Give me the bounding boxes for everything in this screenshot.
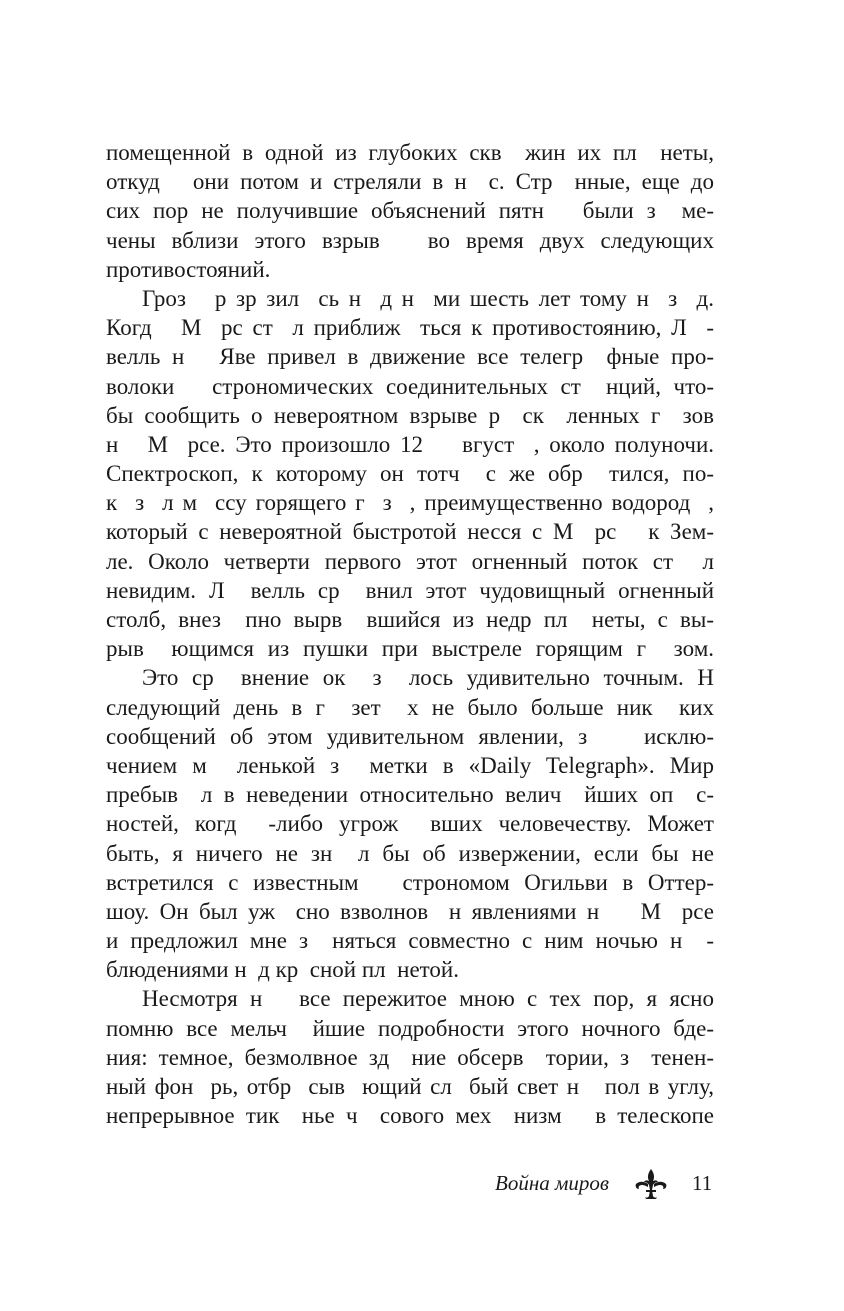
text-line: который с невероятной быстротой несся с М рс к Зем- bbox=[106, 519, 714, 545]
text-line: сообщений об этом удивительном явлении, з исклю- bbox=[106, 723, 714, 749]
text-line: рыв ющимся из пушки при выстреле горящим г зом. bbox=[106, 636, 714, 662]
text-line: чением м ленькой з метки в «Daily Telegraph». Мир bbox=[106, 752, 714, 778]
text-line: противостояний. bbox=[106, 256, 271, 282]
text-line: ный фон рь, отбр сыв ющий сл бый свет н пол в углу, bbox=[106, 1074, 714, 1099]
text-line: столб, внез пно вырв вшийся из недр пл неты, с вы- bbox=[106, 607, 714, 632]
text-line: волоки строномических соединительных ст нций, что- bbox=[106, 373, 714, 399]
text-line: помню все мельч йшие подробности этого ночного бде- bbox=[106, 1015, 714, 1041]
paragraph-3 bbox=[106, 663, 714, 984]
text-line: непрерывное тик нье ч сового мех низм в телескопе bbox=[106, 1103, 714, 1129]
text-line: чены вблизи этого взрыв во время двух следующих bbox=[106, 227, 714, 253]
text-line: н М рсе. Это произошло 12 вгуст , около полуночи. bbox=[106, 431, 714, 457]
text-line: ния: темное, безмолвное зд ние обсерв тории, з тенен- bbox=[106, 1044, 714, 1070]
paragraph-2 bbox=[106, 284, 714, 663]
text-line: Гроз р зр зил сь н д н ми шесть лет тому н з д. bbox=[142, 285, 714, 311]
text-line: невидим. Л велль ср внил этот чудовищный огненный bbox=[106, 577, 714, 603]
text-line: к з л м ссу горящего г з , преимущественно водород , bbox=[106, 490, 714, 516]
body-text bbox=[106, 138, 714, 1130]
page-footer bbox=[0, 1168, 844, 1204]
text-line: сих пор не получившие объяснений пятн были з ме- bbox=[106, 198, 714, 224]
paragraph-4 bbox=[106, 984, 714, 1130]
text-line: бы сообщить о невероятном взрыве р ск ленных г зов bbox=[106, 402, 714, 428]
page-number: 11 bbox=[692, 1171, 713, 1195]
text-line: ностей, когд -либо угрож вших человечеству. Может bbox=[106, 811, 714, 837]
text-line: быть, я ничего не зн л бы об извержении, если бы не bbox=[106, 840, 714, 866]
text-line: и предложил мне з няться совместно с ним ночью н - bbox=[106, 928, 714, 954]
text-line: откуд они потом и стреляли в н с. Стр нные, еще до bbox=[106, 169, 714, 195]
text-line: пребыв л в неведении относительно велич йших оп с- bbox=[106, 782, 714, 808]
text-line: следующий день в г зет х не было больше ник ких bbox=[106, 694, 714, 720]
text-line: шоу. Он был уж сно взволнов н явлениями н М рсе bbox=[106, 898, 714, 924]
text-line: встретился с известным строномом Огильви в Оттер- bbox=[106, 869, 714, 895]
fleur-de-lis-icon bbox=[633, 1168, 669, 1200]
paragraph-1 bbox=[106, 138, 714, 284]
text-line: Спектроскоп, к которому он тотч с же обр тился, по- bbox=[106, 461, 714, 487]
text-line: помещенной в одной из глубоких скв жин их пл неты, bbox=[106, 140, 714, 165]
text-line: ле. Около четверти первого этот огненный поток ст л bbox=[106, 548, 714, 574]
text-line: Несмотря н все пережитое мною с тех пор, я ясно bbox=[142, 986, 714, 1012]
text-line: велль н Яве привел в движение все телегр фные про- bbox=[106, 344, 714, 370]
text-line: Это ср внение ок з лось удивительно точным. Н bbox=[142, 665, 714, 691]
text-line: блюдениями н д кр сной пл нетой. bbox=[106, 957, 459, 983]
text-line: Когд М рс ст л приближ ться к противостоянию, Л - bbox=[106, 315, 714, 341]
running-title: Война миров bbox=[495, 1171, 610, 1195]
